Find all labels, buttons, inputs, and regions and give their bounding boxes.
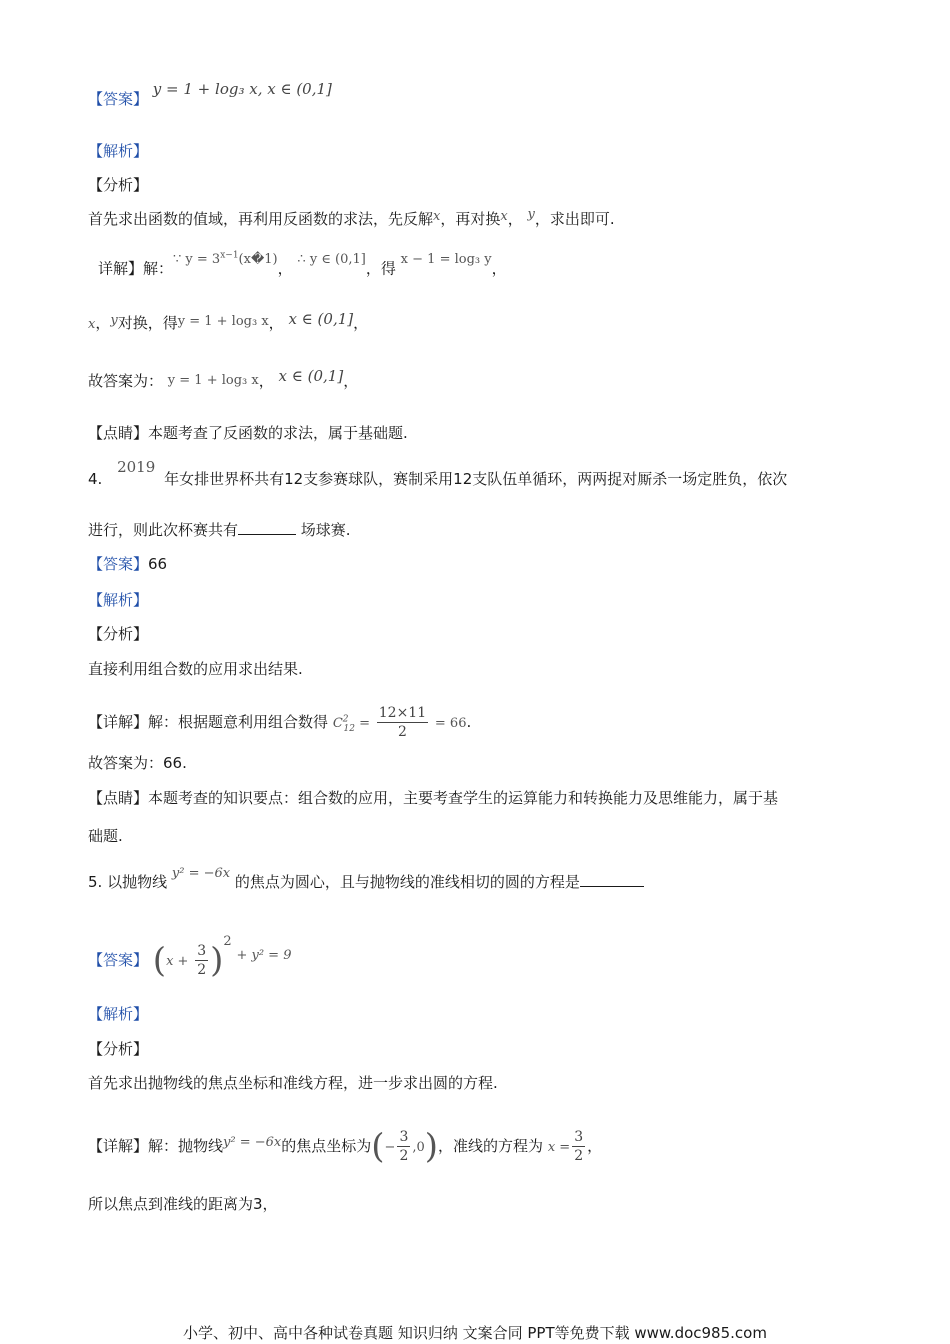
q4-fraction: $\frac{12\times 11}{2}$ [378,705,427,740]
comma: ， [277,259,293,278]
answer-blank [238,520,296,535]
q3-final-range: x ∈ (0,1] [278,367,344,385]
page-footer: 小学、初中、高中各种试卷真题 知识归纳 文案合同 PPT等免费下载 www.doc985.com [183,1324,767,1342]
comma: ， [353,314,369,332]
q4-text2b: 场球赛. [300,521,351,539]
q5-analysis-text: 首先求出抛物线的焦点坐标和准线方程，进一步求出圆的方程. [88,1074,498,1092]
q3-analysis-line [88,208,615,232]
comma: ， [343,372,359,390]
q5-parabola: y² = −6x [171,866,231,881]
q5-number: 5. [88,873,103,891]
q5-fenxi-title [88,1038,148,1060]
right-paren: ) [424,1126,439,1167]
q5-directrix-fraction: $\frac{3}{2}$ [574,1129,584,1164]
analysis-tag: 【解析】 [88,591,149,609]
detail-tag: 【详解】 [88,713,149,731]
minus-sign: − [384,1140,396,1155]
q3-analysis-end: ，求出即可. [534,210,615,228]
q3-answer-math: y = 1 + log₃ x, x ∈ (0,1] [152,80,332,98]
q3-final-math: y = 1 + log₃ x [167,373,259,388]
q5-answer-x: x + [166,954,189,969]
q3-answer-line [88,80,332,110]
q3-swap-range: x ∈ (0,1] [288,310,354,328]
var-x: x [500,209,508,224]
q3-analysis-title [88,140,148,162]
fenxi-tag: 【分析】 [88,1040,149,1058]
q3-final-text: 故答案为： [88,372,164,390]
q5-detail-a: 解：抛物线 [148,1137,224,1155]
q5-detail-line [88,1128,602,1165]
analysis-tag: 【解析】 [88,1005,149,1023]
var-y: y [527,207,535,222]
right-paren: ) [210,940,224,981]
q4-detail-text: 解：根据题意利用组合数得 [148,713,329,731]
q5-analysis-line [88,1072,498,1094]
q4-fenxi-title [88,623,148,645]
q5-text-b: 的焦点为圆心，且与抛物线的准线相切的圆的方程是 [234,873,580,891]
q3-detail-prefix: 详解】解： [98,259,174,278]
fenxi-tag: 【分析】 [88,176,149,194]
q4-question-line1 [88,458,788,490]
var-x: x [88,317,96,332]
q5-answer-rest: + y² = 9 [236,948,292,963]
answer-blank [580,872,644,887]
q4-remark-line2 [88,825,123,847]
comma: ， [507,210,523,228]
q3-detail-math3: x − 1 = log₃ y [400,252,492,268]
q3-remark-text: 本题考查了反函数的求法，属于基础题. [148,424,408,442]
remark-tag: 【点睛】 [88,789,149,807]
q5-directrix-x: x = [547,1140,571,1155]
q5-answer-line [88,934,292,981]
q5-focus-fraction: $\frac{3}{2}$ [399,1129,409,1164]
q5-distance: 所以焦点到准线的距离为3， [88,1195,278,1213]
q3-detail-line [98,251,507,281]
q4-remark-text2: 础题. [88,827,123,845]
q3-swap-line [88,312,368,336]
q4-analysis-title [88,589,148,611]
answer-tag: 【答案】 [88,90,149,108]
q5-analysis-title [88,1003,148,1025]
comma: ， [95,314,111,332]
q5-answer-fraction: $\frac{3}{2}$ [197,943,207,978]
q4-answer-line [88,553,167,575]
comma: ， [587,1137,603,1155]
q3-detail-math2: ∴ y ∈ (0,1] [297,252,366,268]
comma: ， [268,314,284,332]
q3-analysis-text: 首先求出函数的值域，再利用反函数的求法，先反解 [88,210,434,228]
q4-question-line2 [88,519,351,541]
q3-analysis-mid: ，再对换 [440,210,501,228]
comma: ， [258,372,274,390]
q3-detail-de: ，得 [365,259,396,278]
q5-detail-parabola: y² = −6x [223,1135,282,1150]
q3-swap-mid: 对换，得 [117,314,178,332]
analysis-tag: 【解析】 [88,142,149,160]
q5-question-line [88,866,644,895]
q3-swap-math: y = 1 + log₃ x [177,314,269,329]
q4-analysis-text: 直接利用组合数的应用求出结果. [88,660,303,678]
q4-remark-line1 [88,787,778,809]
q5-distance-line [88,1193,278,1215]
q4-combination: $C^2_{12}$ = [332,714,370,734]
q3-remark-line [88,422,408,444]
q4-text1: 年女排世界杯共有12支参赛球队，赛制采用12支队伍单循环，两两捉对厮杀一场定胜负，依次 [164,470,788,488]
q4-analysis-line [88,658,303,680]
answer-tag: 【答案】 [88,555,149,573]
left-paren: ( [152,940,167,981]
q3-final-line [88,367,359,394]
q4-remark-text1: 本题考查的知识要点：组合数的应用，主要考查学生的运算能力和转换能力及思维能力，属于基 [148,789,779,807]
left-paren: ( [371,1126,385,1167]
q4-number: 4. [88,470,103,488]
q3-detail-math1: ∵ $y = 3^{x-1}(x�1)$ [173,251,278,268]
q4-answer: 66 [148,555,168,573]
q4-final: 故答案为：66. [88,754,187,772]
q4-result: = 66 [434,716,467,731]
q5-detail-c: ，准线的方程为 [438,1137,544,1155]
q4-text2a: 进行，则此次杯赛共有 [88,521,239,539]
q5-text-a: 以抛物线 [107,873,168,891]
q4-detail-line [88,704,471,741]
period: . [466,713,472,731]
detail-tag: 【详解】 [88,1137,149,1155]
var-x: x [433,209,441,224]
q3-fenxi-title [88,174,148,196]
answer-tag: 【答案】 [88,951,149,969]
q5-focus-zero: ,0 [412,1140,425,1155]
fenxi-tag: 【分析】 [88,625,149,643]
var-y: y [110,313,118,328]
remark-tag: 【点睛】 [88,424,149,442]
q5-answer-square: 2 [223,934,232,949]
comma: ， [491,259,507,278]
q4-year: 2019 [117,458,156,476]
q5-detail-b: 的焦点坐标为 [281,1137,372,1155]
q4-final-line [88,752,187,774]
